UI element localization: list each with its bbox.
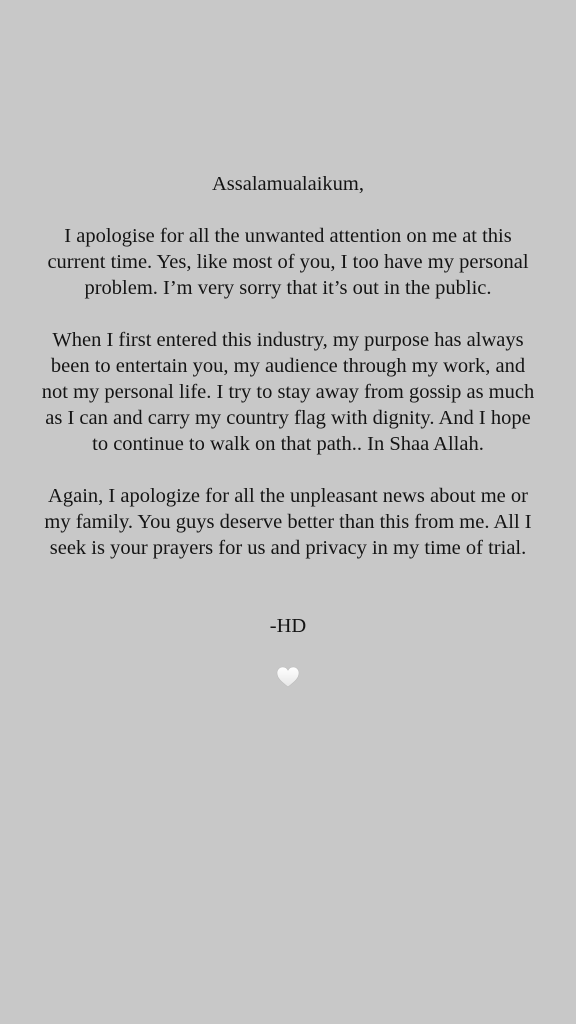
paragraph-industry: When I first entered this industry, my purpose has always been to entertain you, my audience through my work, and not my personal life. I try to stay away from gossip as much as I can and carry my country flag with dignity. And I hope to continue to walk on that path.. In Shaa Allah. (41, 329, 535, 455)
paragraph-closing: Again, I apologize for all the unpleasant news about me or my family. You guys deserve better than this from me. All I seek is your prayers for us and privacy in my time of trial. (44, 485, 532, 559)
paragraph-apology: I apologise for all the unwanted attention on me at this current time. Yes, like most of you, I too have my personal problem. I’m very sorry that it’s out in the public. (47, 225, 529, 299)
white-heart-icon (275, 665, 301, 689)
greeting-text: Assalamualaikum, (211, 173, 364, 195)
signature-spacer (38, 587, 538, 613)
story-text-block (38, 171, 538, 689)
signature-text: -HD (269, 615, 307, 637)
